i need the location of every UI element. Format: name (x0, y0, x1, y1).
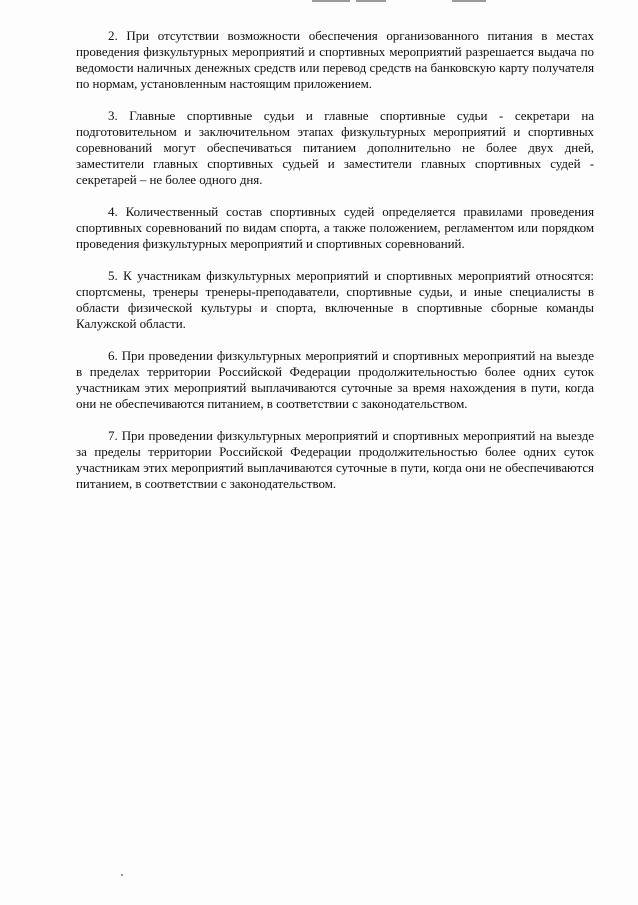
scan-artifact-line (312, 0, 350, 2)
document-body (76, 28, 594, 508)
scan-artifact-line (356, 0, 386, 2)
scan-artifact-line (452, 0, 486, 2)
scan-speck (121, 874, 123, 876)
paragraph-7: 7. При проведении физкультурных мероприятий и спортивных мероприятий на выезде за пределы территории Российской Федерации продолжительностью более одних суток участникам этих мероприятий выплачиваются суточные в пути, когда они не обеспечиваются питанием, в соответствии с законодательством. (76, 428, 594, 491)
paragraph-2: 2. При отсутствии возможности обеспечения организованного питания в местах проведения физкультурных мероприятий и спортивных мероприятий разрешается выдача по ведомости наличных денежных средств или перевод средств на банковскую карту получателя по нормам, установленным настоящим приложением. (76, 28, 594, 91)
paragraph-3: 3. Главные спортивные судьи и главные спортивные судьи - секретари на подготовительном и заключительном этапах физкультурных мероприятий и спортивных соревнований могут обеспечиваться питанием дополнительно не более двух дней, заместители главных спортивных судьей и заместители главных спортивных судей - секретарей – не более одного дня. (76, 108, 594, 187)
paragraph-6: 6. При проведении физкультурных мероприятий и спортивных мероприятий на выезде в пределах территории Российской Федерации продолжительностью более одних суток участникам этих мероприятий выплачиваются суточные за время нахождения в пути, когда они не обеспечиваются питанием, в соответствии с законодательством. (76, 348, 594, 411)
paragraph-4: 4. Количественный состав спортивных судей определяется правилами проведения спортивных соревнований по видам спорта, а также положением, регламентом или порядком проведения физкультурных мероприятий и спортивных соревнований. (76, 204, 594, 251)
paragraph-5: 5. К участникам физкультурных мероприятий и спортивных мероприятий относятся: спортсмены, тренеры тренеры-преподаватели, спортивные судьи, и иные специалисты в области физической культуры и спорта, включенные в спортивные сборные команды Калужской области. (76, 268, 594, 331)
